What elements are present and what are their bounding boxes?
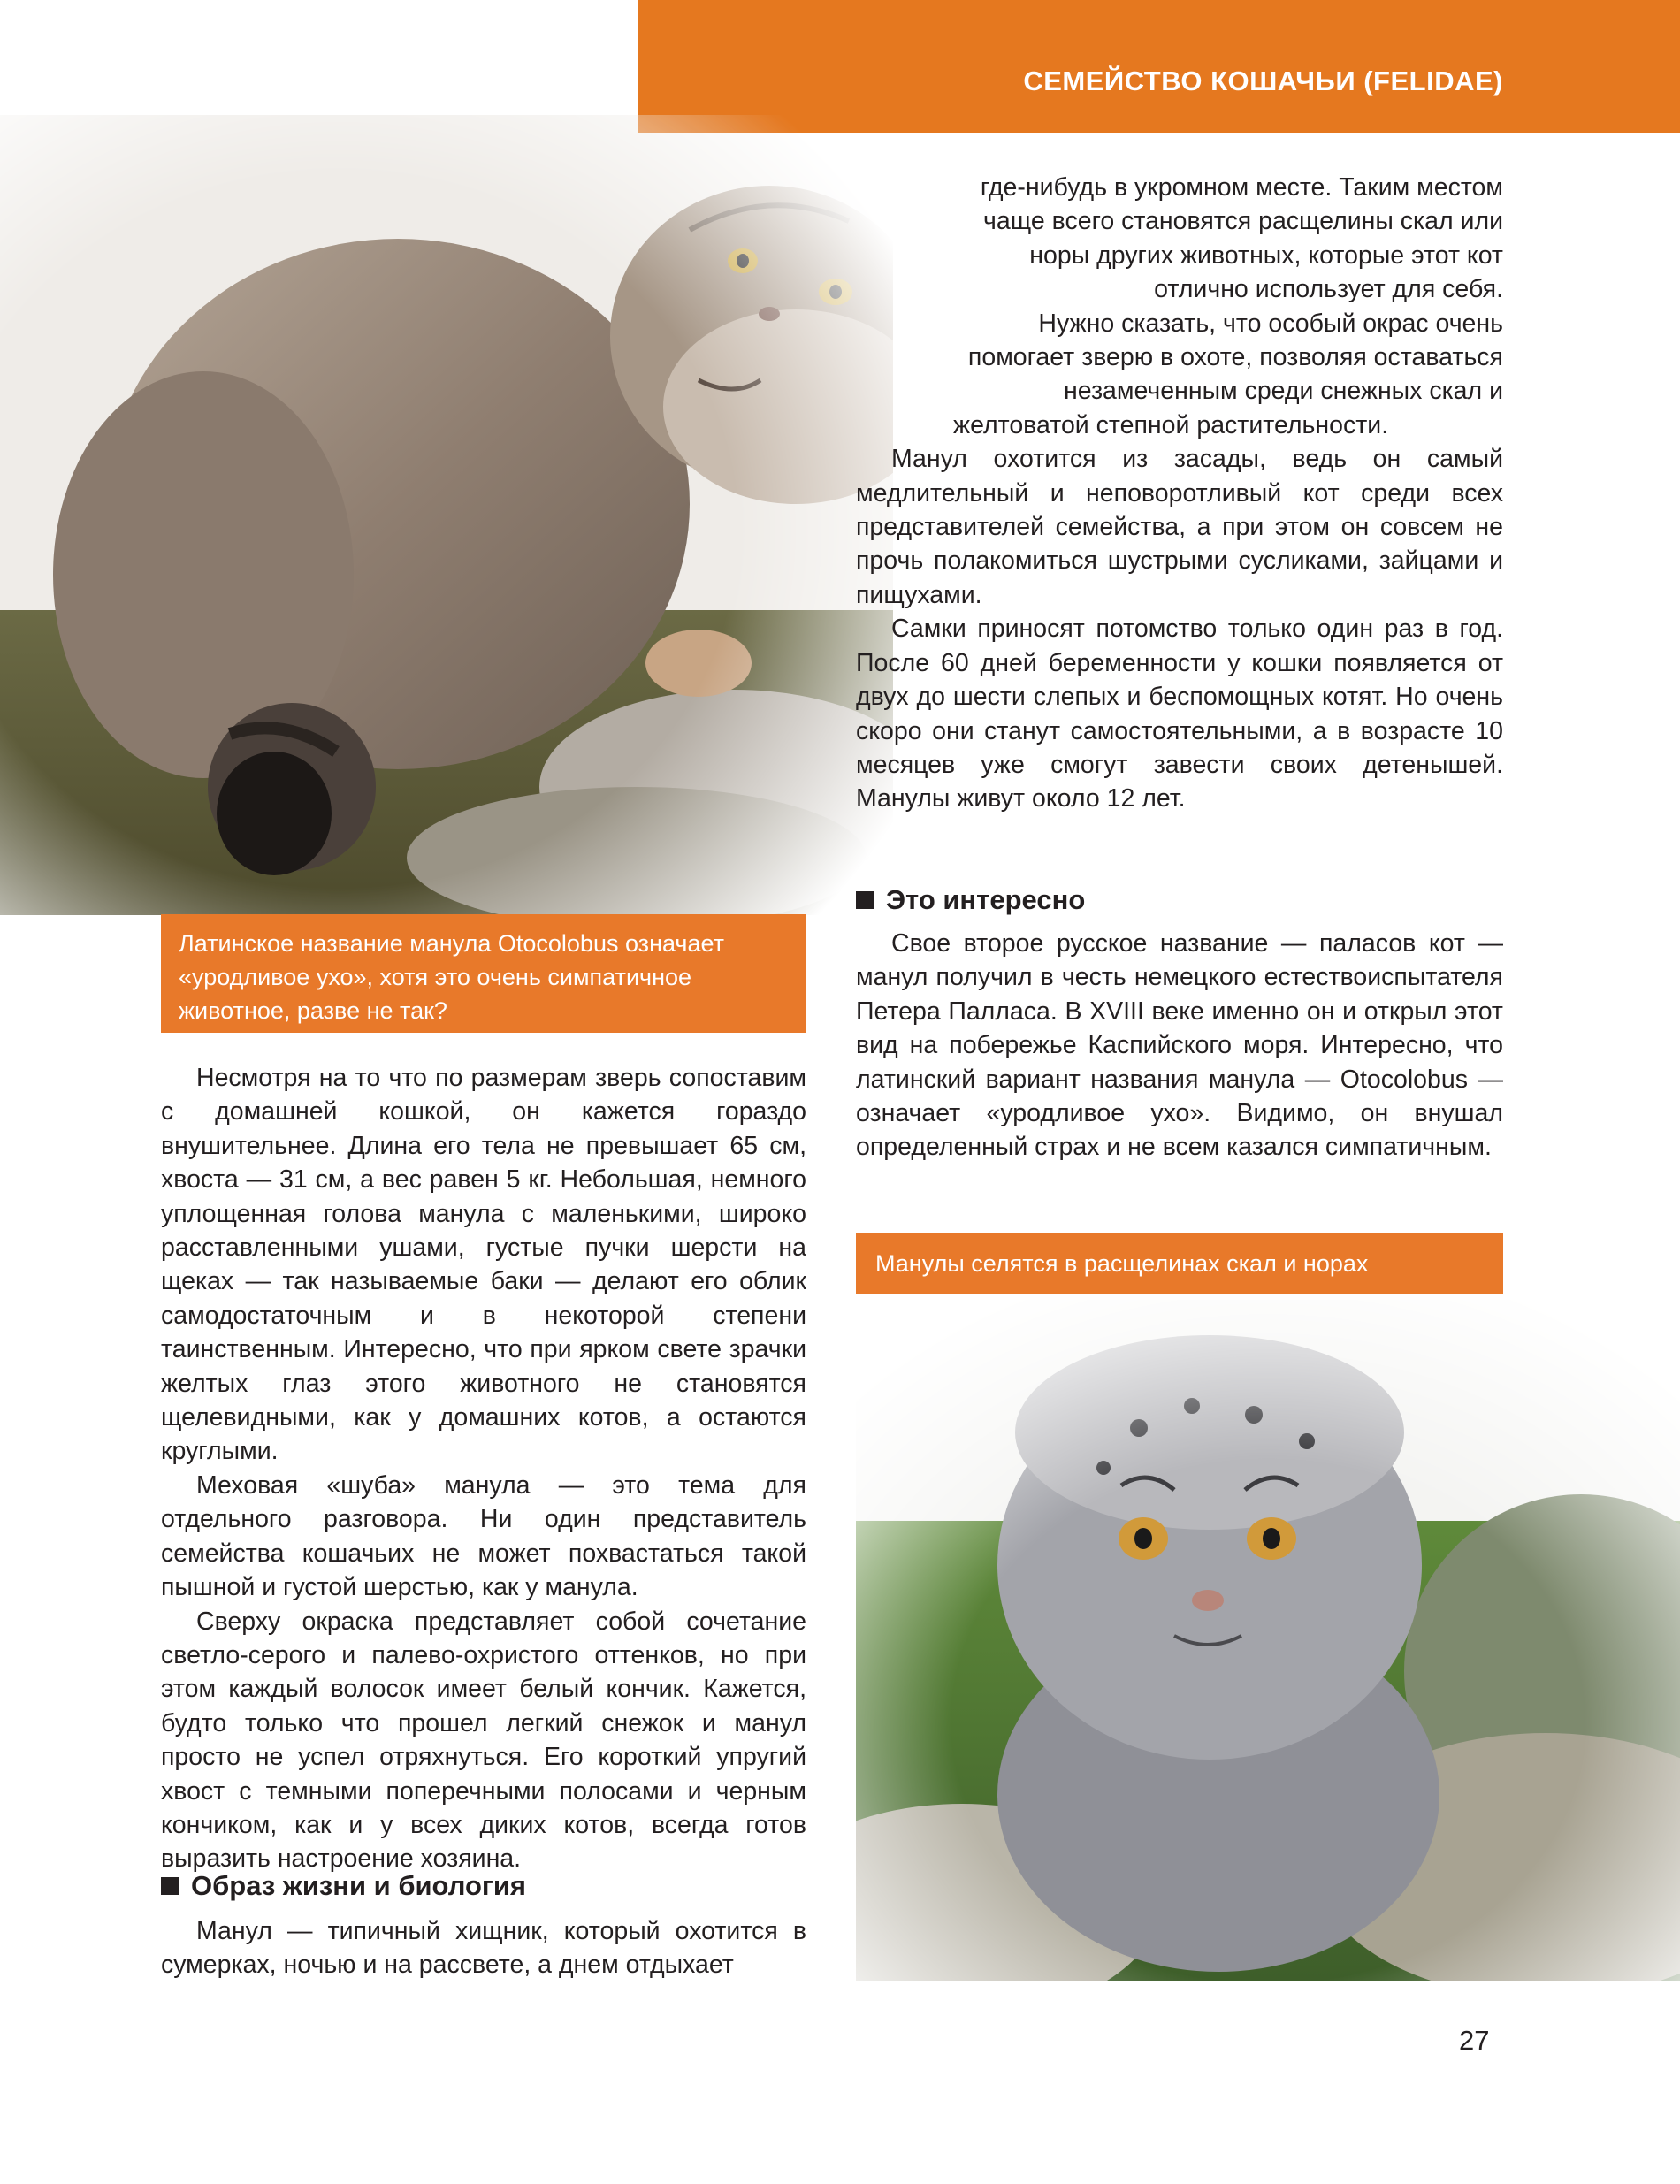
paragraph: Самки приносят потомство только один раз в год. После 60 дней беременности у кошки появляется от двух до шести слепых и беспомощных котят. Но очень скоро они станут самостоятельными, а в возрасте 10 месяцев уже смогут завести своих детенышей. Манулы живут около 12 лет. [856,615,1503,813]
paragraph: Меховая «шуба» манула — это тема для отдельного разговора. Ни один представитель семейства кошачьих не может похвастаться такой пышной и густой шерстью, как у манула. [161,1470,806,1602]
interesting-text [856,927,1503,1165]
paragraph: Несмотря на то что по размерам зверь сопоставим с домашней кошкой, он кажется гораздо внушительнее. Длина его тела не превышает 65 см, хвоста — 31 см, а вес равен 5 кг. Небольшая, немного уплощенная голова манула с маленькими, широко расставленными ушами, густые пучки шерсти на щеках — так называемые баки — делают его облик самодостаточным и в некоторой степени таинственным. Интересно, что при ярком свете зрачки желтых глаз этого животного не становятся щелевидными, как у домашних котов, а остаются круглыми. [161,1064,806,1466]
right-column [856,171,1503,816]
section-title: СЕМЕЙСТВО КОШАЧЬИ (FELIDAE) [1023,65,1503,96]
pallas-cat-photo [0,115,893,915]
paragraph: Манул — типичный хищник, который охотится в сумерках, ночью и на рассвете, а днем отдыхает [161,1917,806,1980]
left-column [161,1061,806,1876]
lifestyle-text [161,1914,806,1982]
heading-text: Это интересно [886,884,1086,915]
pallas-cat-kitten-photo [856,1300,1680,1981]
bullet-square-icon [856,891,874,909]
bullet-square-icon [161,1877,179,1895]
paragraph: где-нибудь в укромном месте. Таким местом чаще всего становятся расщелины скал или норы других животных, которые этот кот отлично использует для себя. [980,173,1503,304]
paragraph: Свое второе русское название — паласов кот — манул получил в честь немецкого естествоиспытателя Петера Палласа. В XVIII веке именно он и открыл этот вид на побережье Каспийского моря. Интересно, что латинский вариант названия манула — Otocolobus — означает «уродливое ухо». Видимо, он внушал определенный страх и не всем казался симпатичным. [856,929,1503,1162]
heading-text: Образ жизни и биология [191,1870,526,1901]
paragraph: Сверху окраска представляет собой сочетание светло-серого и палево-охристого оттенков, но при этом каждый волосок имеет белый кончик. Кажется, будто только что прошел легкий снежок и манул просто не успел отряхнуться. Его короткий упругий хвост с темными поперечными полосами и черным кончиком, как и у всех диких котов, всегда готов выразить настроение хозяина. [161,1607,806,1874]
heading-interesting [856,884,1085,916]
photo-caption-right: Манулы селятся в расщелинах скал и норах [856,1233,1503,1294]
paragraph: Нужно сказать, что особый окрас очень помогает зверю в охоте, позволяя оставаться незамеченным среди снежных скал и желтоватой степной растительности. [953,309,1503,439]
photo-caption-top: Латинское название манула Otocolobus означает «уродливое ухо», хотя это очень симпатичное животное, разве не так? [161,914,806,1033]
paragraph: Манул охотится из засады, ведь он самый медлительный и неповоротливый кот среди всех представителей семейства, а при этом он совсем не прочь полакомиться шустрыми сусликами, зайцами и пищухами. [856,445,1503,609]
heading-lifestyle [161,1870,526,1902]
page-number: 27 [1459,2025,1490,2056]
